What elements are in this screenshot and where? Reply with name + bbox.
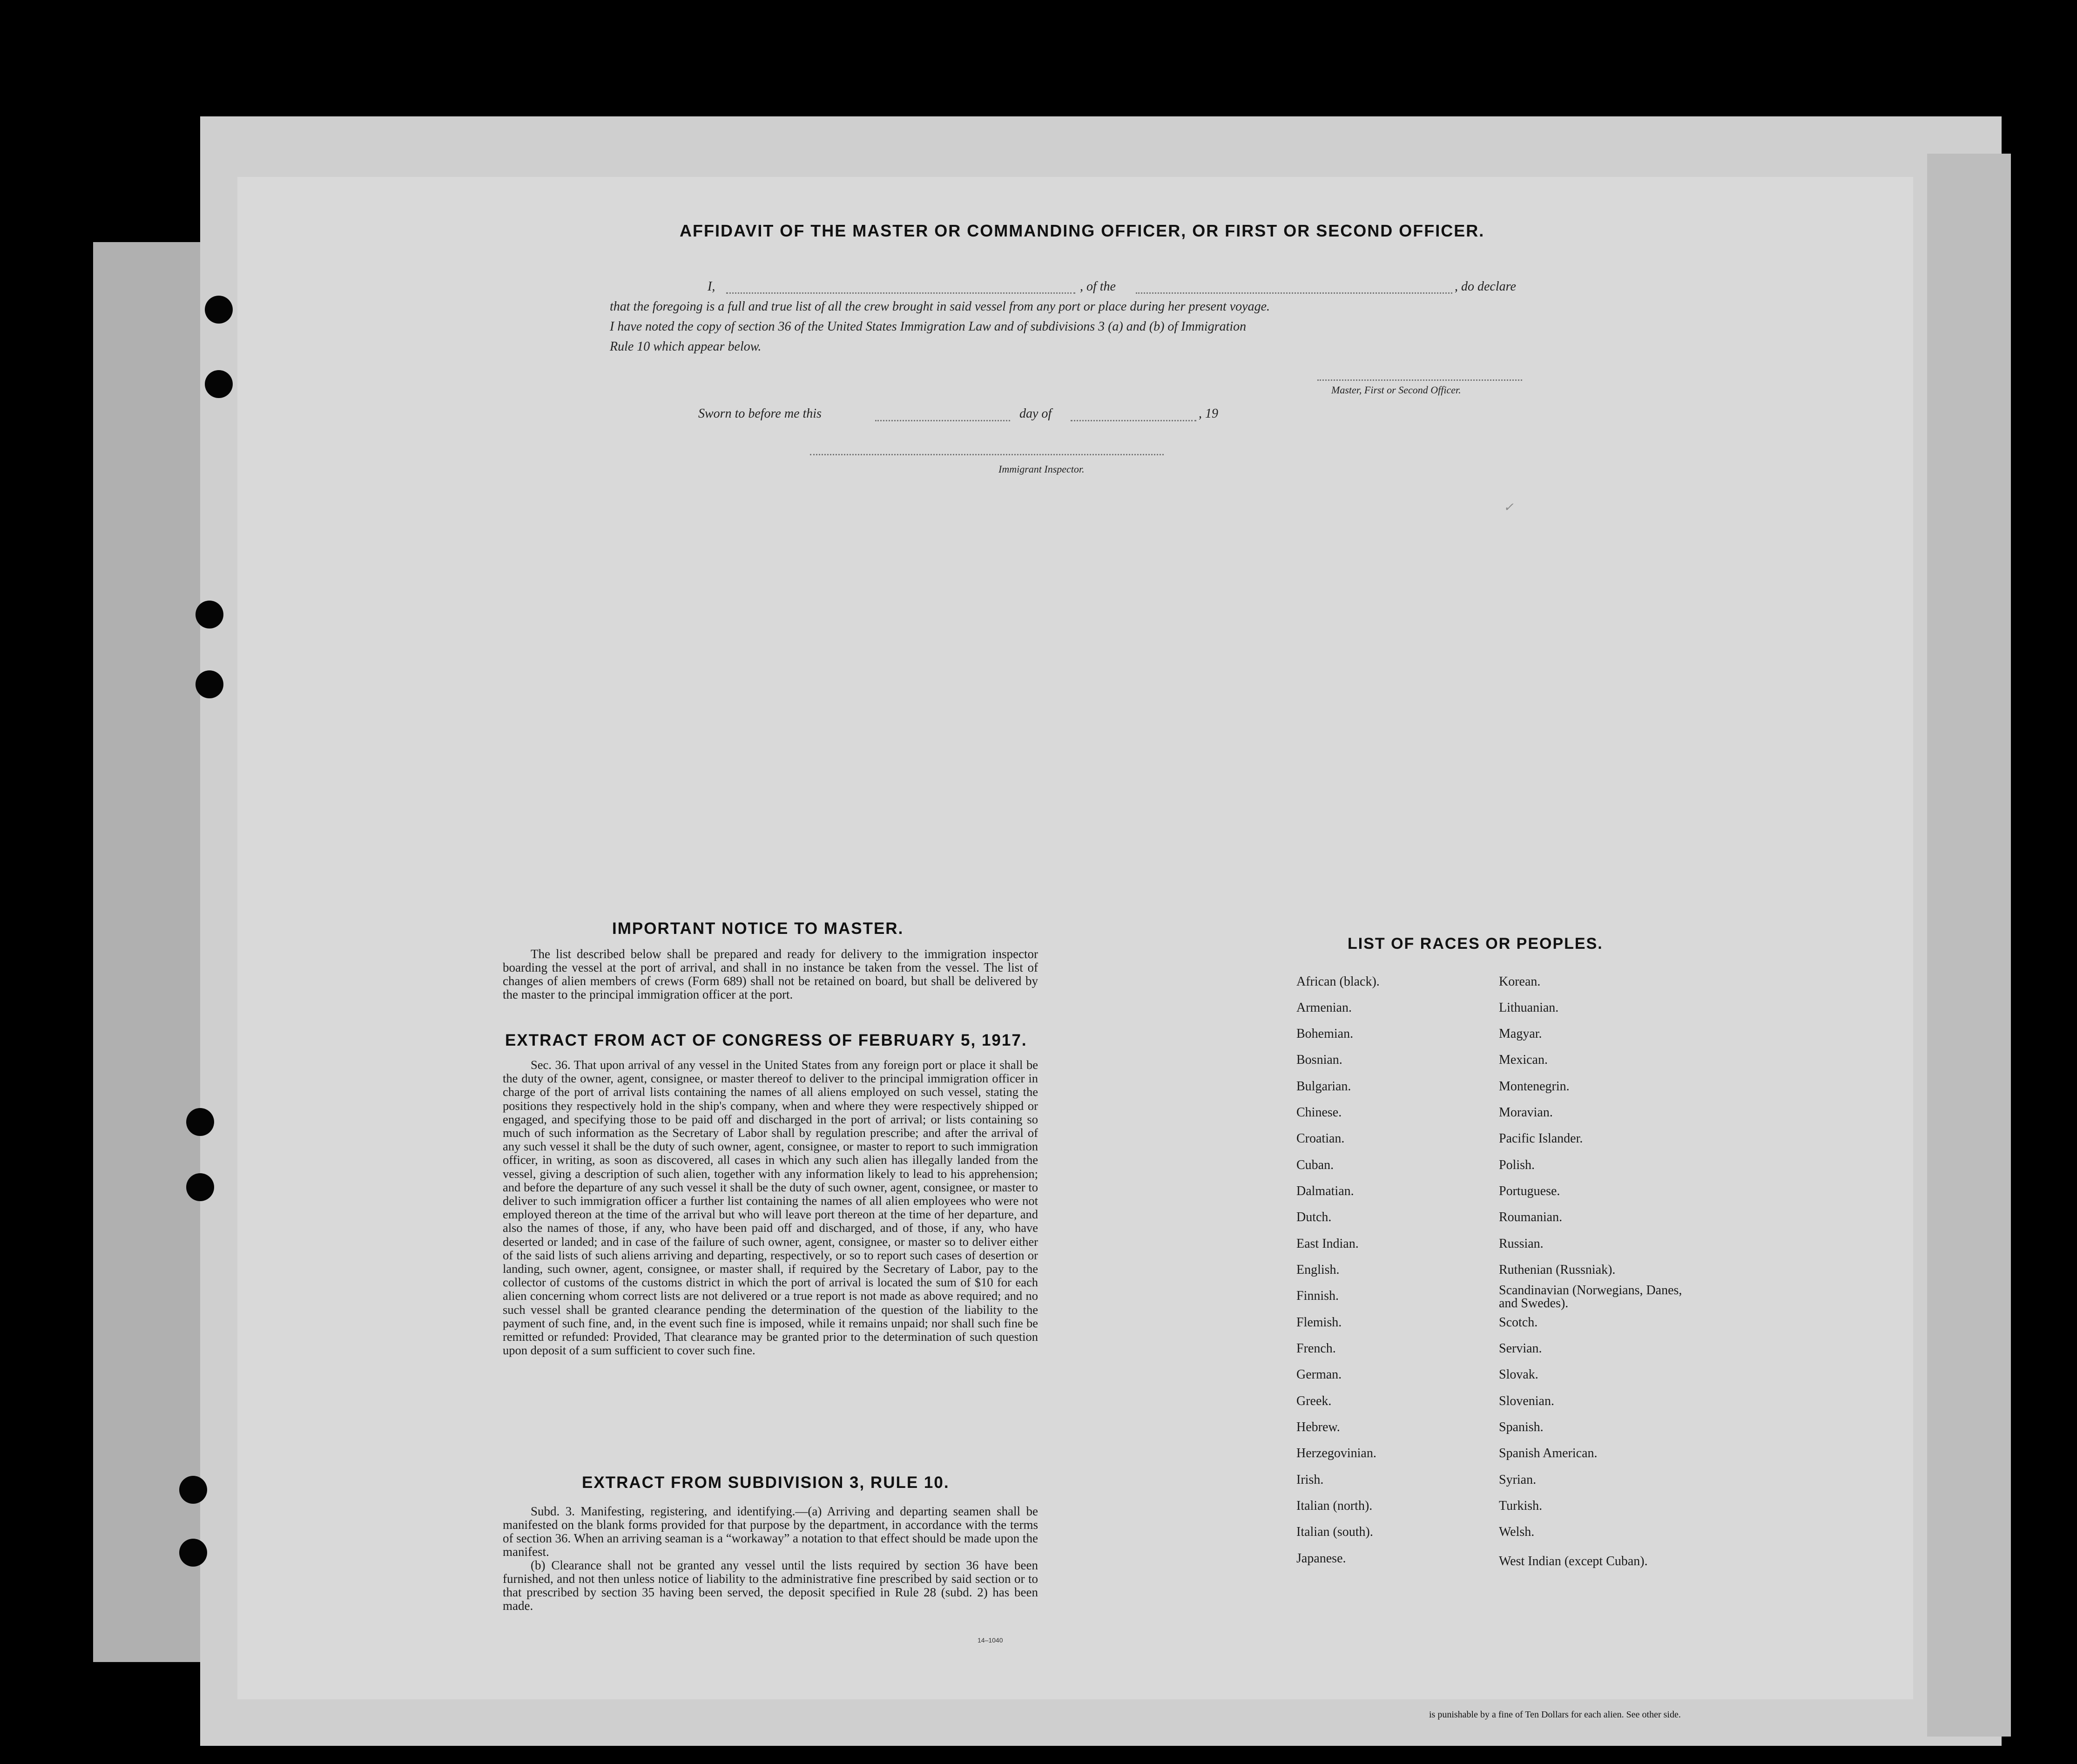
binder-hole (196, 670, 223, 698)
act-paragraph: Sec. 36. That upon arrival of any vessel in the United States from any foreign port or place it shall be the duty of the owner, agent, consignee, or master thereof to deliver to the principal immigration officer in charge of the port of arrival lists containing the names of all aliens employed on such vessel, stating the positions they respectively hold in the ship's company, when and where they were respectively shipped or engaged, and specifying those to be paid off and discharged in the port of arrival; or lists containing so much of such information as the Secretary of Labor shall by regulation prescribe; and after the arrival of any such vessel it shall be the duty of such owner, agent, consignee, or master to report to such immigration officer, in writing, as soon as discovered, all cases in which any such alien has illegally landed from the vessel, giving a description of such alien, together with any information likely to lead to his apprehension; and before the departure of any such vessel it shall be the duty of such owner, agent, consignee, or master to deliver to such immigration officer a further list containing the names of all alien employees who were not employed thereon at the time of the arrival but who will leave port thereon at the time of her departure, and also the names of those, if any, who have been paid off and discharged, and of those, if any, who have deserted or landed; and in case of the failure of such owner, agent, consignee, or master so to deliver either of the said lists of such aliens arriving and departing, respectively, or so to report such cases of desertion or landing, such owner, agent, consignee, or master shall, if required by the Secretary of Labor, pay to the collector of customs of the customs district in which the port of arrival is located the sum of $10 for each alien concerning whom correct lists are not delivered or a true report is not made as above required; and no such vessel shall be granted clearance pending the determination of the question of the liability to the payment of such fine, and, in the event such fine is imposed, while it remains unpaid; nor shall such fine be remitted or refunded: Provided, That clearance may be granted prior to the determination of such question upon deposit of a sum sufficient to cover such fine. (503, 1058, 1038, 1358)
affidavit-do-declare: , do declare (1455, 279, 1516, 294)
binder-hole (179, 1539, 207, 1567)
underlying-sheet-right-edge (1927, 154, 2011, 1737)
affidavit-page (237, 177, 1913, 1699)
inspector-signature-field[interactable] (810, 454, 1164, 455)
notice-title: IMPORTANT NOTICE TO MASTER. (612, 919, 904, 938)
race-item: Slovak. (1499, 1367, 1538, 1382)
form-number: 14–1040 (978, 1636, 1003, 1644)
race-item: Montenegrin. (1499, 1079, 1570, 1094)
race-item: Russian. (1499, 1237, 1544, 1251)
race-item: Welsh. (1499, 1525, 1535, 1539)
race-item: Armenian. (1296, 1000, 1352, 1015)
binder-hole (196, 601, 223, 629)
race-item: Dalmatian. (1296, 1184, 1354, 1198)
race-item: Korean. (1499, 974, 1541, 989)
race-item: Turkish. (1499, 1499, 1543, 1513)
sworn-month-field[interactable] (1071, 420, 1196, 421)
name-blank-field[interactable] (726, 292, 1075, 294)
notice-paragraph: The list described below shall be prepared and ready for delivery to the immigration inspector boarding the vessel at the port of arrival, and shall in no instance be taken from the vessel. The list of changes of alien members of crews (Form 689) shall not be retained on board, but shall be delivered by the master to the principal immigration officer at the port. (503, 947, 1038, 1001)
race-item: Dutch. (1296, 1210, 1332, 1224)
footer-note: is punishable by a fine of Ten Dollars for each alien. See other side. (1429, 1710, 1681, 1720)
race-item: Moravian. (1499, 1105, 1553, 1120)
binder-hole (205, 296, 233, 324)
year-text: , 19 (1199, 406, 1218, 421)
inspector-caption: Immigrant Inspector. (998, 463, 1085, 475)
race-item: Spanish. (1499, 1420, 1544, 1434)
race-item: Portuguese. (1499, 1184, 1560, 1198)
sworn-text: Sworn to before me this (698, 406, 822, 421)
race-item: Ruthenian (Russniak). (1499, 1263, 1616, 1277)
binder-hole (186, 1173, 214, 1201)
race-item: German. (1296, 1367, 1342, 1382)
race-item: Pacific Islander. (1499, 1131, 1583, 1146)
race-item: Slovenian. (1499, 1394, 1554, 1408)
race-item: Lithuanian. (1499, 1000, 1559, 1015)
race-item: Bohemian. (1296, 1027, 1354, 1041)
affidavit-line-2: that the foregoing is a full and true list of all the crew brought in said vessel from any port or place during her present voyage. (610, 299, 1270, 314)
race-item: Magyar. (1499, 1027, 1542, 1041)
act-text (503, 1058, 1038, 1357)
bleed-through-handwriting: ✓ (1504, 500, 1514, 514)
race-item: Chinese. (1296, 1105, 1342, 1120)
race-item: Syrian. (1499, 1473, 1537, 1487)
race-item: French. (1296, 1341, 1336, 1356)
race-item: Polish. (1499, 1158, 1535, 1172)
day-of-text: day of (1019, 406, 1052, 421)
race-item: African (black). (1296, 974, 1380, 989)
race-item: Bosnian. (1296, 1053, 1342, 1067)
affidavit-line-3: I have noted the copy of section 36 of the United States Immigration Law and of subdivisions 3 (a) and (b) of Immigration (610, 319, 1247, 334)
race-item: Italian (north). (1296, 1499, 1373, 1513)
race-item: West Indian (except Cuban). (1499, 1554, 1648, 1568)
race-item: Flemish. (1296, 1315, 1342, 1330)
sworn-day-field[interactable] (875, 420, 1010, 421)
race-item: East Indian. (1296, 1237, 1359, 1251)
race-item: Bulgarian. (1296, 1079, 1351, 1094)
race-item: Italian (south). (1296, 1525, 1373, 1539)
race-item: Finnish. (1296, 1289, 1339, 1303)
race-item: Servian. (1499, 1341, 1542, 1356)
master-caption: Master, First or Second Officer. (1331, 384, 1461, 396)
race-item: Roumanian. (1499, 1210, 1563, 1224)
notice-text (503, 947, 1038, 1001)
race-item: Irish. (1296, 1473, 1324, 1487)
underlying-sheet-left (93, 242, 200, 1662)
binder-hole (205, 370, 233, 398)
master-signature-field[interactable] (1317, 379, 1522, 381)
rule-title: EXTRACT FROM SUBDIVISION 3, RULE 10. (582, 1473, 950, 1492)
race-item: Croatian. (1296, 1131, 1345, 1146)
race-item: Scotch. (1499, 1315, 1538, 1330)
races-title: LIST OF RACES OR PEOPLES. (1348, 935, 1603, 953)
vessel-blank-field[interactable] (1136, 292, 1452, 294)
race-item: English. (1296, 1263, 1340, 1277)
binder-hole (186, 1108, 214, 1136)
binder-hole (179, 1476, 207, 1504)
race-item: Hebrew. (1296, 1420, 1340, 1434)
affidavit-of-the: , of the (1080, 279, 1116, 294)
rule-paragraph-b: (b) Clearance shall not be granted any vessel until the lists required by section 36 have been furnished, and not then unless notice of liability to the administrative fine prescribed by said section or to that prescribed by section 35 having been served, the deposit specified in Rule 28 (subd. 2) has been made. (503, 1558, 1038, 1613)
act-title: EXTRACT FROM ACT OF CONGRESS OF FEBRUARY 5, 1917. (505, 1031, 1027, 1049)
affidavit-line-4: Rule 10 which appear below. (610, 339, 762, 354)
affidavit-title: AFFIDAVIT OF THE MASTER OR COMMANDING OFFICER, OR FIRST OR SECOND OFFICER. (680, 221, 1485, 240)
race-item: Mexican. (1499, 1053, 1548, 1067)
race-item: Herzegovinian. (1296, 1446, 1376, 1460)
affidavit-i: I, (708, 279, 715, 294)
race-item: Japanese. (1296, 1551, 1346, 1566)
race-item: Spanish American. (1499, 1446, 1598, 1460)
race-item: Scandinavian (Norwegians, Danes, and Swedes). (1499, 1283, 1682, 1311)
race-item: Greek. (1296, 1394, 1332, 1408)
rule-text (503, 1505, 1038, 1613)
race-item: Cuban. (1296, 1158, 1334, 1172)
rule-paragraph-a: Subd. 3. Manifesting, registering, and identifying.—(a) Arriving and departing seamen shall be manifested on the blank forms provided for that purpose by the department, in accordance with the terms of section 36. When an arriving seaman is a “workaway” a notation to that effect should be made upon the manifest. (503, 1504, 1038, 1559)
